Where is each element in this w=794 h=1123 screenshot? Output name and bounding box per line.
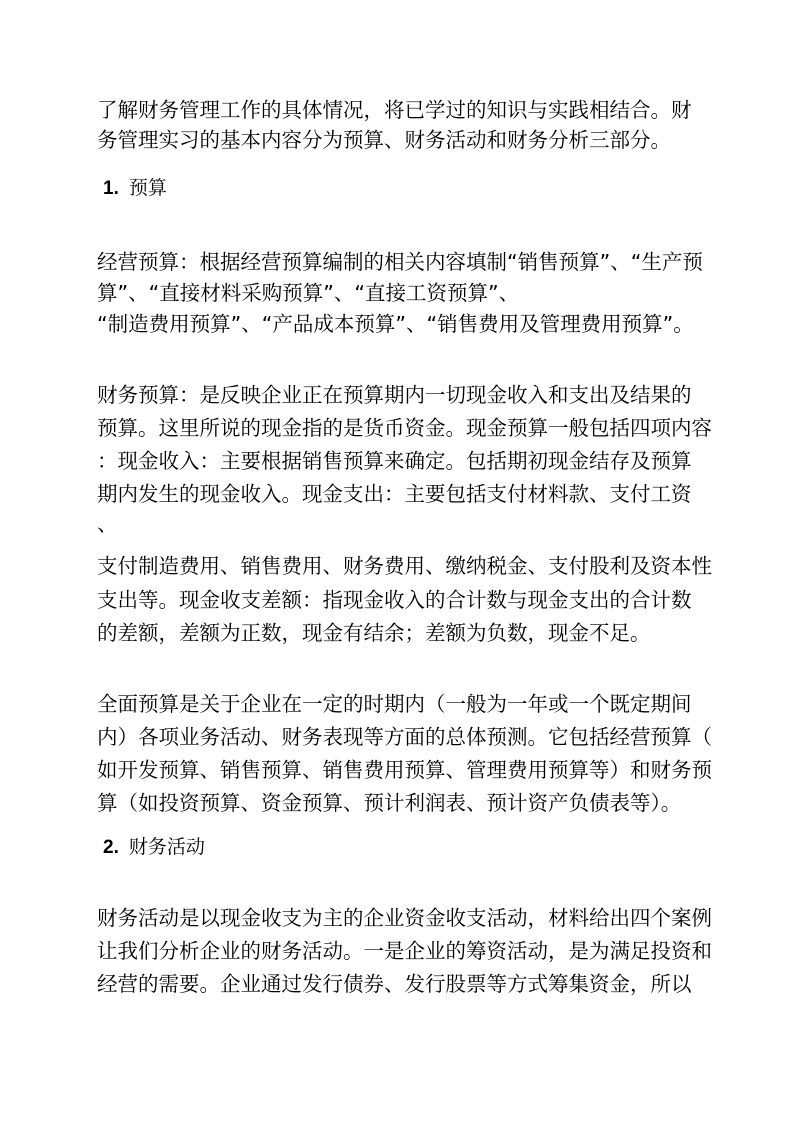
financial-budget-line-6: 支付制造费用、销售费用、财务费用、缴纳税金、支付股利及资本性 — [97, 554, 712, 578]
financial-budget-line-2: 预算。这里所说的现金指的是货币资金。现金预算一般包括四项内容 — [97, 416, 712, 440]
financial-budget-line-1: 财务预算：是反映企业正在预算期内一切现金收入和支出及结果的 — [97, 383, 692, 407]
operating-budget-line-3: “制造费用预算”、“产品成本预算”、“销售费用及管理费用预算”。 — [97, 312, 694, 336]
section-number: 1. — [103, 178, 119, 199]
comprehensive-budget-line-4: 算（如投资预算、资金预算、预计利润表、预计资产负债表等）。 — [97, 791, 682, 815]
financial-budget-line-8: 的差额，差额为正数，现金有结余；差额为负数，现金不足。 — [97, 621, 651, 645]
section-number: 2. — [103, 837, 119, 858]
section-title: 财务活动 — [128, 836, 205, 858]
comprehensive-budget-line-1: 全面预算是关于企业在一定的时期内（一般为一年或一个既定期间 — [97, 692, 692, 716]
comprehensive-budget-line-3: 如开发预算、销售预算、销售费用预算、管理费用预算等）和财务预 — [97, 758, 712, 782]
financial-budget-line-5: 、 — [97, 512, 118, 536]
financial-budget-line-4: 期内发生的现金收入。现金支出：主要包括支付材料款、支付工资 — [97, 482, 692, 506]
financial-activities-line-2: 让我们分析企业的财务活动。一是企业的筹资活动，是为满足投资和 — [97, 939, 712, 963]
financial-activities-line-1: 财务活动是以现金收支为主的企业资金收支活动，材料给出四个案例 — [97, 906, 712, 930]
financial-budget-line-7: 支出等。现金收支差额：指现金收入的合计数与现金支出的合计数 — [97, 588, 692, 612]
financial-budget-line-3: ：现金收入：主要根据销售预算来确定。包括期初现金结存及预算 — [97, 449, 692, 473]
financial-activities-line-3: 经营的需要。企业通过发行债券、发行股票等方式筹集资金，所以 — [97, 972, 692, 996]
comprehensive-budget-line-2: 内）各项业务活动、财务表现等方面的总体预测。它包括经营预算（ — [97, 725, 712, 749]
section-heading-financial-activities — [103, 835, 205, 860]
operating-budget-line-1: 经营预算：根据经营预算编制的相关内容填制“销售预算”、“生产预 — [97, 250, 703, 274]
section-heading-budget — [103, 176, 167, 201]
intro-line-1: 了解财务管理工作的具体情况，将已学过的知识与实践相结合。财 — [97, 98, 692, 122]
section-title: 预算 — [128, 177, 167, 199]
intro-line-2: 务管理实习的基本内容分为预算、财务活动和财务分析三部分。 — [97, 128, 671, 152]
operating-budget-line-2: 算”、“直接材料采购预算”、“直接工资预算”、 — [97, 281, 520, 305]
